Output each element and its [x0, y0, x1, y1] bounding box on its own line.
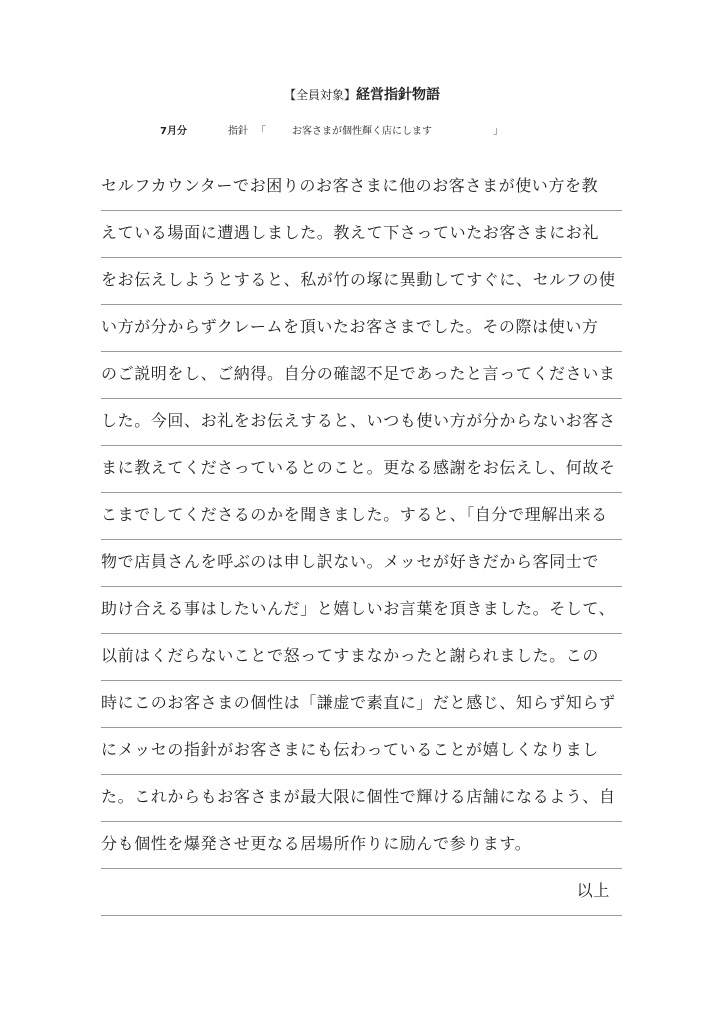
closing-remark: 以上: [101, 869, 622, 916]
guideline-header: [0, 124, 724, 140]
guideline-label: 指針: [228, 126, 248, 137]
month-label: 7月分: [160, 126, 187, 137]
story-line: まに教えてくださっているとのこと。更なる感謝をお伝えし、何故そ: [101, 446, 622, 493]
story-line: セルフカウンターでお困りのお客さまに他のお客さまが使い方を教: [101, 164, 622, 211]
story-body: [101, 164, 622, 916]
story-line: い方が分からずクレームを頂いたお客さまでした。その際は使い方: [101, 305, 622, 352]
story-line: にメッセの指針がお客さまにも伝わっていることが嬉しくなりまし: [101, 728, 622, 775]
document-title: [0, 86, 724, 105]
story-line: した。今回、お礼をお伝えすると、いつも使い方が分からないお客さ: [101, 399, 622, 446]
title-main: 経営指針物語: [356, 87, 440, 103]
story-line: 以前はくだらないことで怒ってすまなかったと謝られました。この: [101, 634, 622, 681]
story-line: のご説明をし、ご納得。自分の確認不足であったと言ってくださいま: [101, 352, 622, 399]
story-line: 物で店員さんを呼ぶのは申し訳ない。メッセが好きだから客同士で: [101, 540, 622, 587]
story-line: えている場面に遭遇しました。教えて下さっていたお客さまにお礼: [101, 211, 622, 258]
story-line: 時にこのお客さまの個性は「謙虚で素直に」だと感じ、知らず知らず: [101, 681, 622, 728]
story-line: こまでしてくださるのかを聞きました。すると、「自分で理解出来る: [101, 493, 622, 540]
guideline-text: お客さまが個性輝く店にします: [292, 126, 432, 137]
story-line: た。これからもお客さまが最大限に個性で輝ける店舗になるよう、自: [101, 775, 622, 822]
story-line: 助け合える事はしたいんだ」と嬉しいお言葉を頂きました。そして、: [101, 587, 622, 634]
story-line: をお伝えしようとすると、私が竹の塚に異動してすぐに、セルフの使: [101, 258, 622, 305]
title-tag: 【全員対象】: [283, 88, 356, 102]
guideline-close-bracket: 」: [493, 126, 503, 137]
guideline-open-bracket: 「: [256, 126, 266, 137]
story-line: 分も個性を爆発させ更なる居場所作りに励んで参ります。: [101, 822, 622, 869]
